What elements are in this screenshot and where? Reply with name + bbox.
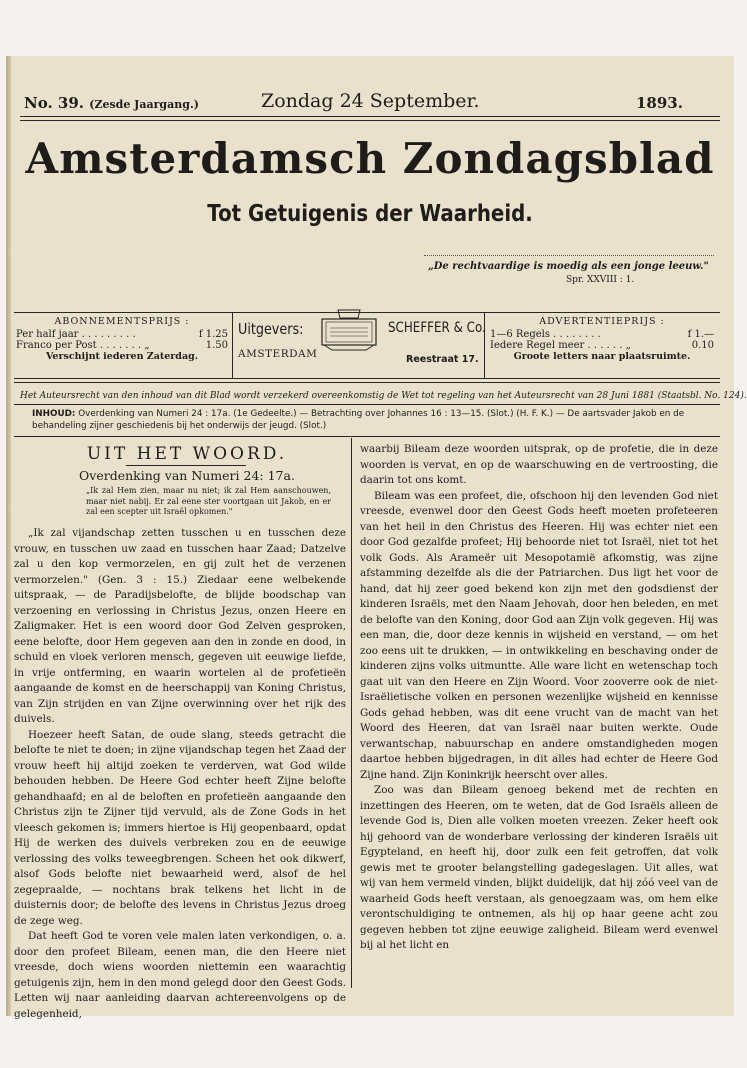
subscription-note: Verschijnt iederen Zaterdag. xyxy=(45,351,199,362)
advertising-title: ADVERTENTIEPRIJS : xyxy=(539,316,665,327)
subscription-row-label: Franco per Post . . . . . . . „ xyxy=(16,340,150,351)
publisher-label: Uitgevers: xyxy=(238,320,304,338)
advertising-row xyxy=(490,329,714,340)
volume-text: (Zesde Jaargang.) xyxy=(89,98,199,111)
issue-year: 1893. xyxy=(636,94,683,112)
motto-text: „De rechtvaardige is moedig als een jonge leeuw." xyxy=(428,261,709,272)
advertising-row-price: f 1.— xyxy=(687,329,714,340)
column-divider xyxy=(351,438,352,988)
subscription-row xyxy=(16,329,228,340)
info-divider-left xyxy=(232,312,233,378)
paragraph: Hoezeer heeft Satan, de oude slang, steeds getracht die belofte te niet te doen; in zijne vijandschap tegen het Zaad der vrouw heeft hij altijd zoeken te verderven, wat God wilde behouden hebben. De Heere God echter heeft Zijne belofte gehandhaafd; en al de beloften en profetieën aangaande den Christus zijn te Zijner tijd vervuld, als de Zone Gods in het vleesch gekomen is; immers hiertoe is Hij geopenbaard, opdat Hij de werken des duivels verbreken zou en de eeuwige verlossing des volks teweegbrengen. Scheen het ook dikwerf, alsof Gods belofte niet bewaarheid werd, alsof de hel zegepraalde, — nochtans brak telkens het licht in de duisternis door; de belofte des levens in Christus Jezus droeg de zege weg. xyxy=(14,728,346,927)
article-heading: Overdenking van Numeri 24: 17a. xyxy=(79,468,295,483)
advertising-row-price: 0.10 xyxy=(691,340,714,351)
publisher-address: Reestraat 17. xyxy=(406,354,479,365)
right-column-text xyxy=(360,442,718,990)
header-rule xyxy=(20,116,720,121)
publisher-city: AMSTERDAM xyxy=(238,348,318,360)
section-underline xyxy=(126,465,246,466)
info-bottom-rule xyxy=(14,378,720,383)
publisher-emblem xyxy=(318,308,380,352)
paragraph: Bileam was een profeet, die, ofschoon hij den levenden God niet vreesde, evenwel door den Geest Gods heeft moeten profeteeren van het heil in den Christus des Heeren. Hij was echter niet een door God gezalfde profeet; Hij behoorde niet tot Israël, niet tot het volk Gods. Als Arameër uit Mesopotamië afkomstig, was zijne afstamming dezelfde als die der Patriarchen. Dus ligt het voor de hand, dat hij zeer goed bekend kon zijn met den godsdienst der kinderen Israëls, met den Naam Jehovah, door hen beleden, en met de belofte van den Koning, door God aan Zijn volk gegeven. Hij was een man, die, door deze kennis in wijsheid en verstand, — om het zoo eens uit te drukken, — in ontwikkeling en beschaving onder de kinderen zijns volks uitmuntte. Alle ware licht en wetenschap toch gaat uit van den Heere en Zijn Woord. Voor zooverre ook de niet-Israëlietische volken en personen wezenlijke wijsheid en kennisse Gods gehad hebben, was dit eene vrucht van de macht van het Woord des Heeren, dat van Israël naar buiten werkte. Oude verwantschap, nabuurschap en andere omstandigheden mogen daartoe hebben bijgedragen, in dit alles had echter de Heere God Zijne hand. Zijn Koninkrijk heerscht over alles. xyxy=(360,489,718,781)
advertising-row xyxy=(490,340,714,351)
contents-block xyxy=(32,408,712,432)
advertising-note: Groote letters naar plaatsruimte. xyxy=(513,351,691,362)
subscription-title: ABONNEMENTSPRIJS : xyxy=(54,316,190,327)
issue-number-text: No. 39. xyxy=(24,94,84,112)
advertising-row-label: Iedere Regel meer . . . . . . „ xyxy=(490,340,631,351)
issue-number xyxy=(24,94,199,112)
advertising-row-label: 1—6 Regels . . . . . . . . xyxy=(490,329,601,340)
article-epigraph: „Ik zal Hem zien, maar nu niet; ik zal Hem aanschouwen, maar niet nabij. Er zal eene ster voortgaan uit Jakob, en er zal een scepter uit Israël opkomen." xyxy=(86,486,331,516)
book-emblem-icon xyxy=(318,308,380,352)
publisher-name: SCHEFFER & Co. xyxy=(388,320,486,336)
paragraph: Dat heeft God te voren vele malen laten verkondigen, o. a. door den profeet Bileam, eenen man, die den Heere niet vreesde, doch wiens woorden niettemin een waarachtig getuigenis zijn, hem in den mond gelegd door den Geest Gods. Letten wij naar aanleiding daarvan achtereenvolgens op de gelegenheid, xyxy=(14,930,346,1020)
contents-label: INHOUD: xyxy=(32,409,76,419)
paragraph: „Ik zal vijandschap zetten tusschen u en tusschen deze vrouw, en tusschen uw zaad en tusschen haar Zaad; Datzelve zal u den kop vermorzelen, en gij zult het de verzenen vermorzelen." (Gen. 3 : 15.) Ziedaar eene welbekende uitspraak, — de Paradijsbelofte, de blijde boodschap van verzoening en verlossing in Christus Jezus, onzen Heere en Zaligmaker. Het is een woord door God Zelven gesproken, eene belofte, door Hem gegeven aan den in zonde en dood, in schuld en vloek verloren mensch, gegeven uit eeuwige liefde, in vrije ontferming, en waarin wortelen al de profetieën aangaande de komst en de heerschappij van Koning Christus, van Zijn strijden en van Zijne overwinning over het rijk des duivels. xyxy=(14,527,346,725)
contents-text: Overdenking van Numeri 24 : 17a. (1e Gedeelte.) — Betrachting over Johannes 16 : 13—15. (Slot.) (H. F. K.) — De aartsvader Jakob en de behandeling zijner geschiedenis bij het onderwijs der jeugd. (Slot.) xyxy=(32,409,685,431)
motto-reference: Spr. XXVIII : 1. xyxy=(566,275,635,285)
paragraph: waarbij Bileam deze woorden uitsprak, op de profetie, die in deze woorden is vervat, en op de waarschuwing en de vertroosting, die daarin tot ons komt. xyxy=(360,443,718,486)
newspaper-page xyxy=(6,56,747,1020)
left-column-text xyxy=(14,526,346,1020)
section-title: UIT HET WOORD. xyxy=(86,444,288,464)
motto-rule xyxy=(424,255,714,256)
advertising-box xyxy=(490,316,714,362)
copyright-notice: Het Auteursrecht van den inhoud van dit Blad wordt verzekerd overeenkomstig de Wet tot regeling van het Auteursrecht van 28 Juni 1881 (Staatsbl. No. 124). xyxy=(20,391,747,401)
paragraph: Zoo was dan Bileam genoeg bekend met de rechten en inzettingen des Heeren, om te weten, dat de God Israëls alleen de levende God is, Dien alle volken moeten vreezen. Zeker heeft ook hij gehoord van de wonderbare verlossing der kinderen Israëls uit Egypteland, en heeft hij, door zulk een feit getroffen, dat volk gewis met te grooter belangstelling gadegeslagen. Uit alles, wat wij van hem vermeld vinden, blijkt duidelijk, dat hij zóó veel van de waarheid Gods heeft verstaan, als genoegzaam was, om hem elke verontschuldiging te ontnemen, als hij op haar geene acht zou gegeven hebben tot zijne eeuwige zaligheid. Bileam werd evenwel bij al het licht en xyxy=(360,784,718,951)
masthead-subtitle: Tot Getuigenis der Waarheid. xyxy=(207,201,533,227)
subscription-row-price: f 1.25 xyxy=(198,329,228,340)
page-spine xyxy=(6,56,11,1016)
subscription-box xyxy=(16,316,228,362)
contents-top-rule xyxy=(14,404,720,405)
contents-bottom-rule xyxy=(14,436,720,437)
subscription-row xyxy=(16,340,228,351)
issue-date: Zondag 24 September. xyxy=(261,90,480,112)
subscription-row-label: Per half jaar . . . . . . . . . xyxy=(16,329,136,340)
subscription-row-price: 1.50 xyxy=(205,340,228,351)
masthead-title: Amsterdamsch Zondagsblad xyxy=(25,134,715,183)
